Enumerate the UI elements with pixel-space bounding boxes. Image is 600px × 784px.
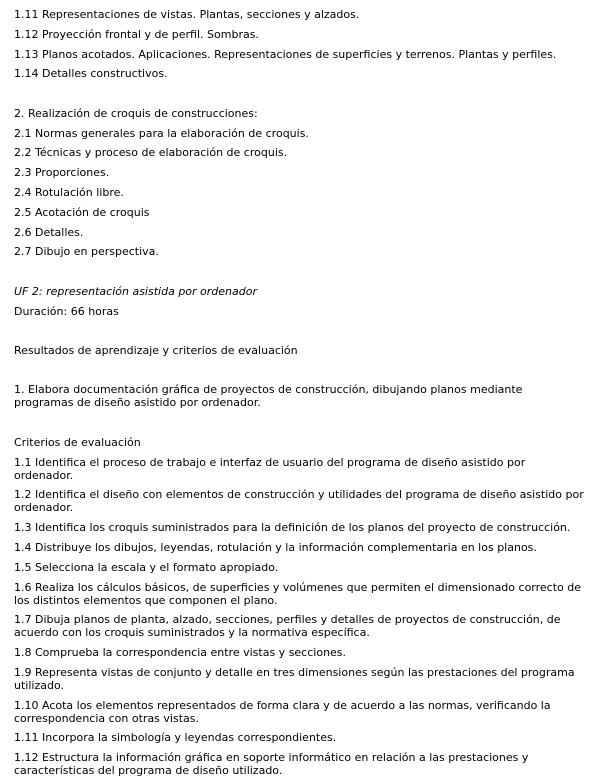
spacer — [14, 416, 584, 436]
spacer — [14, 87, 584, 107]
section-heading: 2. Realización de croquis de construcciones: — [14, 106, 258, 120]
list-item: 2.7 Dibujo en perspectiva. — [14, 245, 159, 259]
criteria-item: 1.6 Realiza los cálculos básicos, de superficies y volúmenes que permiten el dimensionado correcto de los distintos elementos que componen el plano. — [14, 580, 582, 607]
criteria-item: 1.2 Identifica el diseño con elementos de construcción y utilidades del programa de diseño asistido por ordenador. — [14, 488, 584, 515]
list-item: 2.4 Rotulación libre. — [14, 185, 124, 199]
learning-outcome: 1. Elabora documentación gráfica de proyectos de construcción, dibujando planos mediante programas de diseño asistido por ordenador. — [14, 383, 523, 410]
list-item: 1.12 Proyección frontal y de perfil. Sombras. — [14, 27, 259, 41]
criteria-item: 1.4 Distribuye los dibujos, leyendas, rotulación y la información complementaria en los planos. — [14, 540, 537, 554]
list-item: 1.14 Detalles constructivos. — [14, 67, 168, 81]
criteria-item: 1.12 Estructura la información gráfica en soporte informático en relación a las prestaciones y características del programa de diseño utilizado. — [14, 751, 529, 778]
criteria-item: 1.3 Identifica los croquis suministrados para la definición de los planos del proyecto de construcción. — [14, 521, 571, 535]
criteria-item: 1.5 Selecciona la escala y el formato apropiado. — [14, 560, 279, 574]
unit-title: UF 2: representación asistida por ordenador — [14, 284, 257, 298]
criteria-item: 1.1 Identifica el proceso de trabajo e interfaz de usuario del programa de diseño asistido por ordenador. — [14, 455, 526, 482]
criteria-item: 1.11 Incorpora la simbología y leyendas correspondientes. — [14, 731, 337, 745]
spacer — [14, 265, 584, 285]
list-item: 2.3 Proporciones. — [14, 166, 110, 180]
list-item: 1.13 Planos acotados. Aplicaciones. Representaciones de superficies y terrenos. Plantas y perfiles. — [14, 47, 557, 61]
list-item: 2.2 Técnicas y proceso de elaboración de croquis. — [14, 146, 288, 160]
duration: Duración: 66 horas — [14, 304, 119, 318]
criteria-item: 1.7 Dibuja planos de planta, alzado, secciones, perfiles y detalles de proyectos de construcción, de acuerdo con los croquis suministrados y la normativa específica. — [14, 613, 561, 640]
document-body — [14, 8, 584, 784]
criteria-heading: Criterios de evaluación — [14, 435, 141, 449]
list-item: 2.5 Acotación de croquis — [14, 205, 150, 219]
list-item: 2.1 Normas generales para la elaboración de croquis. — [14, 126, 309, 140]
criteria-item: 1.10 Acota los elementos representados de forma clara y de acuerdo a las normas, verificando la correspondencia con otras vistas. — [14, 698, 551, 725]
criteria-item: 1.9 Representa vistas de conjunto y detalle en tres dimensiones según las prestaciones del programa utilizado. — [14, 665, 575, 692]
list-item: 1.11 Representaciones de vistas. Plantas, secciones y alzados. — [14, 8, 360, 21]
spacer — [14, 364, 584, 384]
list-item: 2.6 Detalles. — [14, 225, 84, 239]
criteria-item: 1.8 Comprueba la correspondencia entre vistas y secciones. — [14, 646, 347, 660]
results-heading: Resultados de aprendizaje y criterios de evaluación — [14, 343, 298, 357]
spacer — [14, 324, 584, 344]
